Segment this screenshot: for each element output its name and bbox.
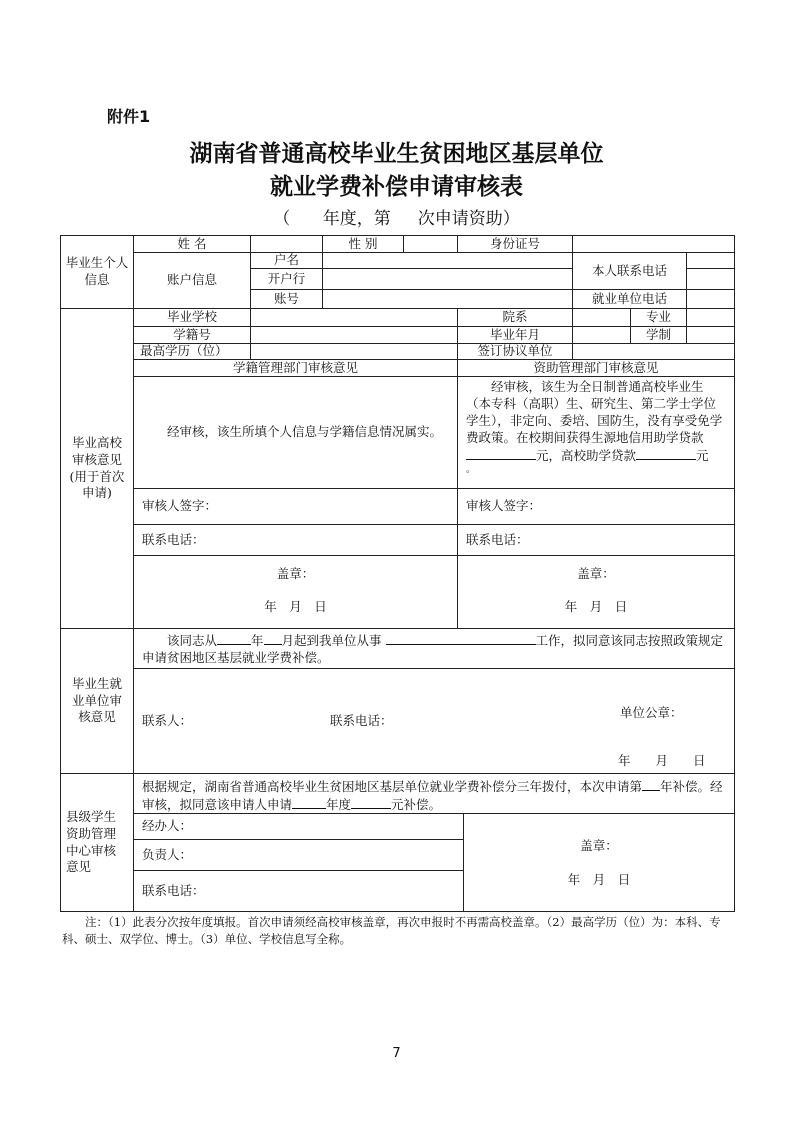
- county-handler: 经办人：: [133, 813, 464, 840]
- footnote: 注：（1）此表分次按年度填报。首次申请须经高校审核盖章，再次申报时不再需高校盖章。（2）最高学历（位）为：本科、专科、硕士、双学位、博士。（3）单位、学校信息写全称。: [62, 915, 721, 946]
- field-school[interactable]: [250, 308, 458, 327]
- label-gender: 性 别: [322, 235, 404, 253]
- registry-seal-label: 盖章：: [276, 566, 315, 581]
- label-employer: 签订协议单位: [457, 343, 573, 360]
- county-text-3: 年度: [326, 796, 352, 812]
- label-personal-phone: 本人联系电话: [572, 252, 687, 290]
- label-employer-phone: 就业单位电话: [572, 289, 687, 309]
- blank-job[interactable]: [386, 632, 536, 645]
- aid-text-2: 元，高校助学贷款: [536, 447, 637, 463]
- registry-date: 年 月 日: [264, 599, 327, 614]
- label-bank: 开户行: [250, 268, 323, 290]
- section-county-label: 县级学生资助管理中心审核意见: [60, 773, 134, 912]
- aid-header: 资助管理部门审核意见: [457, 359, 735, 377]
- field-major[interactable]: [686, 308, 735, 327]
- registry-reviewer-sign: 审核人签字：: [133, 488, 458, 525]
- blank-school-loan[interactable]: [636, 447, 696, 460]
- section-personal-label: 毕业生个人信息: [60, 235, 134, 309]
- label-major: 专业: [630, 308, 687, 327]
- field-student-no[interactable]: [250, 326, 458, 344]
- label-name: 姓 名: [133, 235, 251, 253]
- section-employer-label: 毕业生就业单位审核意见: [60, 628, 134, 774]
- employer-text-1: 该同志从: [167, 633, 218, 648]
- employer-seal: 单位公章：: [620, 705, 683, 720]
- field-id-number[interactable]: [572, 235, 735, 253]
- aid-text-3: 元: [696, 447, 709, 463]
- attachment-label: 附件1: [107, 107, 151, 126]
- field-department[interactable]: [572, 308, 631, 327]
- county-text-4: 元补偿。: [391, 796, 442, 812]
- label-department: 院系: [457, 308, 573, 327]
- registry-text: 经审核，该生所填个人信息与学籍信息情况属实。: [167, 424, 443, 440]
- label-grad-date: 毕业年月: [457, 326, 573, 344]
- aid-seal-label: 盖章：: [577, 566, 615, 581]
- field-gender[interactable]: [403, 235, 458, 253]
- aid-text-4: 。: [466, 465, 476, 476]
- field-personal-phone-2[interactable]: [686, 268, 735, 290]
- field-account-name[interactable]: [322, 252, 573, 269]
- field-duration[interactable]: [686, 326, 735, 344]
- aid-opinion: [457, 376, 735, 489]
- label-student-no: 学籍号: [133, 326, 251, 344]
- employer-contact: 联系人：: [142, 713, 193, 728]
- label-school: 毕业学校: [133, 308, 251, 327]
- field-degree[interactable]: [250, 343, 458, 360]
- county-seal: [463, 813, 735, 912]
- subtitle: （ 年度，第 次申请资助）: [273, 209, 520, 229]
- registry-header: 学籍管理部门审核意见: [133, 359, 458, 377]
- employer-text-3: 月起到我单位从事: [281, 633, 382, 648]
- blank-source-loan[interactable]: [466, 447, 536, 460]
- field-bank[interactable]: [322, 268, 573, 290]
- county-manager: 负责人：: [133, 839, 464, 871]
- registry-seal: [133, 555, 458, 629]
- employer-date: 年 月 日: [618, 753, 706, 768]
- label-account-name: 户名: [250, 252, 323, 269]
- county-text-2: 年补偿。经审核，拟同意该申请人申请: [142, 779, 723, 812]
- employer-text-2: 年: [251, 633, 264, 648]
- county-seal-label: 盖章：: [580, 838, 618, 853]
- aid-text-1: 经审核，该生为全日制普通高校毕业生（本专科（高职）生、研究生、第二学士学位学生），非定向、委培、国防生，没有享受免学费政策。在校期间获得生源地信用助学贷款: [466, 379, 723, 445]
- employer-sign-area: [133, 668, 735, 774]
- field-account-no[interactable]: [322, 289, 573, 309]
- label-id-number: 身份证号: [457, 235, 573, 253]
- title-line-2: 就业学费补偿申请审核表: [270, 173, 523, 200]
- aid-reviewer-sign: 审核人签字：: [457, 488, 735, 525]
- section-school-label: 毕业高校审核意见(用于首次申请): [60, 308, 134, 629]
- county-text-1: 根据规定，湖南省普通高校毕业生贫困地区基层单位就业学费补偿分三年拨付，本次申请第: [142, 779, 643, 794]
- county-date: 年 月 日: [567, 872, 631, 887]
- aid-phone: 联系电话：: [457, 524, 735, 556]
- county-phone: 联系电话：: [133, 870, 464, 912]
- label-degree: 最高学历（位）: [133, 343, 251, 360]
- blank-year-index[interactable]: [642, 778, 660, 791]
- registry-opinion: [133, 376, 458, 489]
- employer-statement: [133, 628, 735, 669]
- blank-start-month[interactable]: [264, 632, 282, 645]
- employer-phone: 联系电话：: [330, 713, 393, 728]
- page-number: 7: [392, 1046, 401, 1061]
- label-account-info: 账户信息: [133, 252, 251, 309]
- blank-start-year[interactable]: [217, 632, 251, 645]
- label-account-no: 账号: [250, 289, 323, 309]
- label-duration: 学制: [630, 326, 687, 344]
- field-grad-date[interactable]: [572, 326, 631, 344]
- field-name[interactable]: [250, 235, 323, 253]
- aid-seal: [457, 555, 735, 629]
- employer-text-4: 工作，拟同意该同志按照政策规定申请贫困地区基层就业学费补偿。: [142, 633, 724, 665]
- county-statement: [133, 773, 735, 814]
- registry-phone: 联系电话：: [133, 524, 458, 556]
- field-personal-phone-1[interactable]: [686, 252, 735, 269]
- blank-amount[interactable]: [351, 796, 391, 809]
- aid-date: 年 月 日: [564, 599, 628, 614]
- title-line-1: 湖南省普通高校毕业生贫困地区基层单位: [189, 140, 604, 167]
- field-employer[interactable]: [572, 343, 735, 360]
- blank-fiscal-year[interactable]: [292, 796, 326, 809]
- field-employer-phone[interactable]: [686, 289, 735, 309]
